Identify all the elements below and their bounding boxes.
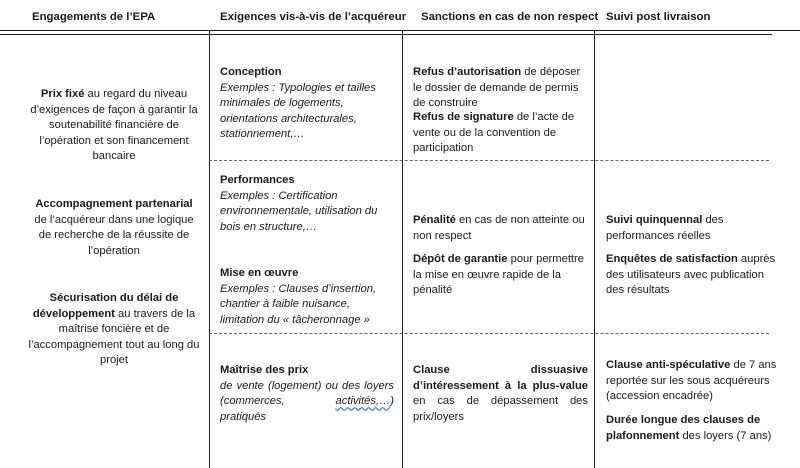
engagement-accompagnement-title: Accompagnement partenarial bbox=[35, 198, 193, 210]
exigence-conception-title: Conception bbox=[220, 66, 282, 78]
sanction-penalite-title: Pénalité bbox=[413, 214, 456, 226]
suivi-enquetes-satisfaction-text: auprès des utilisateurs avec publication des résultats bbox=[606, 253, 776, 297]
sanction-refus-autorisation-title: Refus d’autorisation bbox=[413, 66, 522, 78]
engagement-securisation bbox=[28, 291, 200, 369]
sanction-depot-garantie-text: pour permettre la mise en œuvre rapide de la pénalité bbox=[413, 253, 584, 297]
engagement-prix-fixe-title: Prix fixé bbox=[40, 88, 85, 100]
sanction-refus-autorisation-text: de déposer le dossier de demande de permis de construire bbox=[413, 66, 581, 110]
exigence-maitrise-prix-text-a: de vente (logement) ou des loyers (commerces, bbox=[220, 379, 394, 408]
exigence-performances-text: Exemples : Certification environnementale, utilisation du bois en structure,… bbox=[220, 189, 378, 233]
sanction-depot-garantie bbox=[413, 252, 588, 299]
sanction-refus-signature-title: Refus de signature bbox=[413, 111, 514, 123]
sanction-clause-dissuasive-title: Clause dissuasive d’intéressement à la plus-value bbox=[413, 364, 588, 392]
exigence-conception-text: Exemples : Typologies et tailles minimales de logements, orientations architecturales, stationnement,… bbox=[220, 81, 376, 141]
exigence-maitrise-prix-text bbox=[220, 379, 394, 426]
suivi-enquetes-satisfaction-title: Enquêtes de satisfaction bbox=[606, 253, 738, 265]
header-engagements: Engagements de l’EPA bbox=[32, 11, 156, 23]
sanction-refus-signature-text: de l’acte de vente ou de la convention de participation bbox=[413, 111, 575, 155]
exigence-mise-en-oeuvre-title: Mise en œuvre bbox=[220, 267, 299, 279]
suivi-clause-anti-speculative-title: Clause anti-spéculative bbox=[606, 359, 731, 371]
sanction-clause-dissuasive-text: en cas de dépassement des prix/loyers bbox=[413, 395, 588, 423]
engagement-prix-fixe-text: au regard du niveau d’exigences de façon à garantir la soutenabilité financière de l’opération et son financement bancaire bbox=[30, 88, 198, 163]
suivi-quinquennal-text: des performances réelles bbox=[606, 214, 724, 242]
engagement-securisation-title: Sécurisation du délai de développement bbox=[32, 292, 179, 320]
header-top-rule bbox=[0, 30, 800, 31]
sanction-penalite-text: en cas de non atteinte ou non respect bbox=[413, 214, 585, 242]
suivi-duree-plafonnement bbox=[606, 413, 778, 444]
exigence-maitrise-prix-title: Maîtrise des prix bbox=[220, 364, 309, 376]
suivi-clause-anti-speculative bbox=[606, 358, 778, 405]
sanction-refus-autorisation bbox=[413, 65, 588, 112]
exigence-conception bbox=[220, 65, 390, 143]
exigence-maitrise-prix bbox=[220, 363, 394, 425]
sanction-penalite bbox=[413, 213, 588, 244]
engagement-securisation-text: au travers de la maîtrise foncière et de l’accompagnement tout au long du projet bbox=[28, 307, 200, 367]
engagement-prix-fixe bbox=[28, 87, 200, 165]
engagement-accompagnement-text: de l’acquéreur dans une logique de recherche de la réussite de l’opération bbox=[34, 213, 194, 257]
exigence-maitrise-prix-text-b: ) pratiqués bbox=[220, 395, 394, 423]
header-exigences: Exigences vis-à-vis de l’acquéreur bbox=[220, 11, 407, 23]
sanction-clause-dissuasive bbox=[413, 363, 588, 425]
row-divider-1 bbox=[209, 160, 769, 161]
column-divider-1 bbox=[209, 30, 210, 468]
suivi-quinquennal-title: Suivi quinquennal bbox=[606, 214, 703, 226]
exigence-performances-title: Performances bbox=[220, 174, 295, 186]
column-divider-2 bbox=[402, 30, 403, 468]
suivi-duree-plafonnement-title: Durée longue des clauses de plafonnement bbox=[606, 414, 761, 442]
exigence-mise-en-oeuvre bbox=[220, 266, 390, 328]
suivi-duree-plafonnement-text: des loyers (7 ans) bbox=[679, 429, 772, 442]
exigence-maitrise-prix-link: activités,… bbox=[335, 395, 391, 408]
header-suivi: Suivi post livraison bbox=[606, 11, 711, 23]
sanction-depot-garantie-title: Dépôt de garantie bbox=[413, 253, 508, 265]
exigence-performances bbox=[220, 173, 390, 235]
suivi-enquetes-satisfaction bbox=[606, 252, 778, 299]
row-divider-2 bbox=[209, 333, 769, 334]
header-sanctions: Sanctions en cas de non respect bbox=[421, 11, 599, 23]
sanction-refus-signature bbox=[413, 110, 588, 157]
exigence-mise-en-oeuvre-text: Exemples : Clauses d’insertion, chantier à faible nuisance, limitation du « tâcheronnage » bbox=[220, 282, 377, 326]
header-bottom-rule bbox=[0, 34, 772, 35]
engagement-accompagnement bbox=[28, 197, 200, 259]
suivi-quinquennal bbox=[606, 213, 776, 244]
suivi-clause-anti-speculative-text: de 7 ans reportée sur les sous acquéreurs (accession encadrée) bbox=[606, 359, 777, 403]
column-divider-3 bbox=[594, 30, 595, 468]
